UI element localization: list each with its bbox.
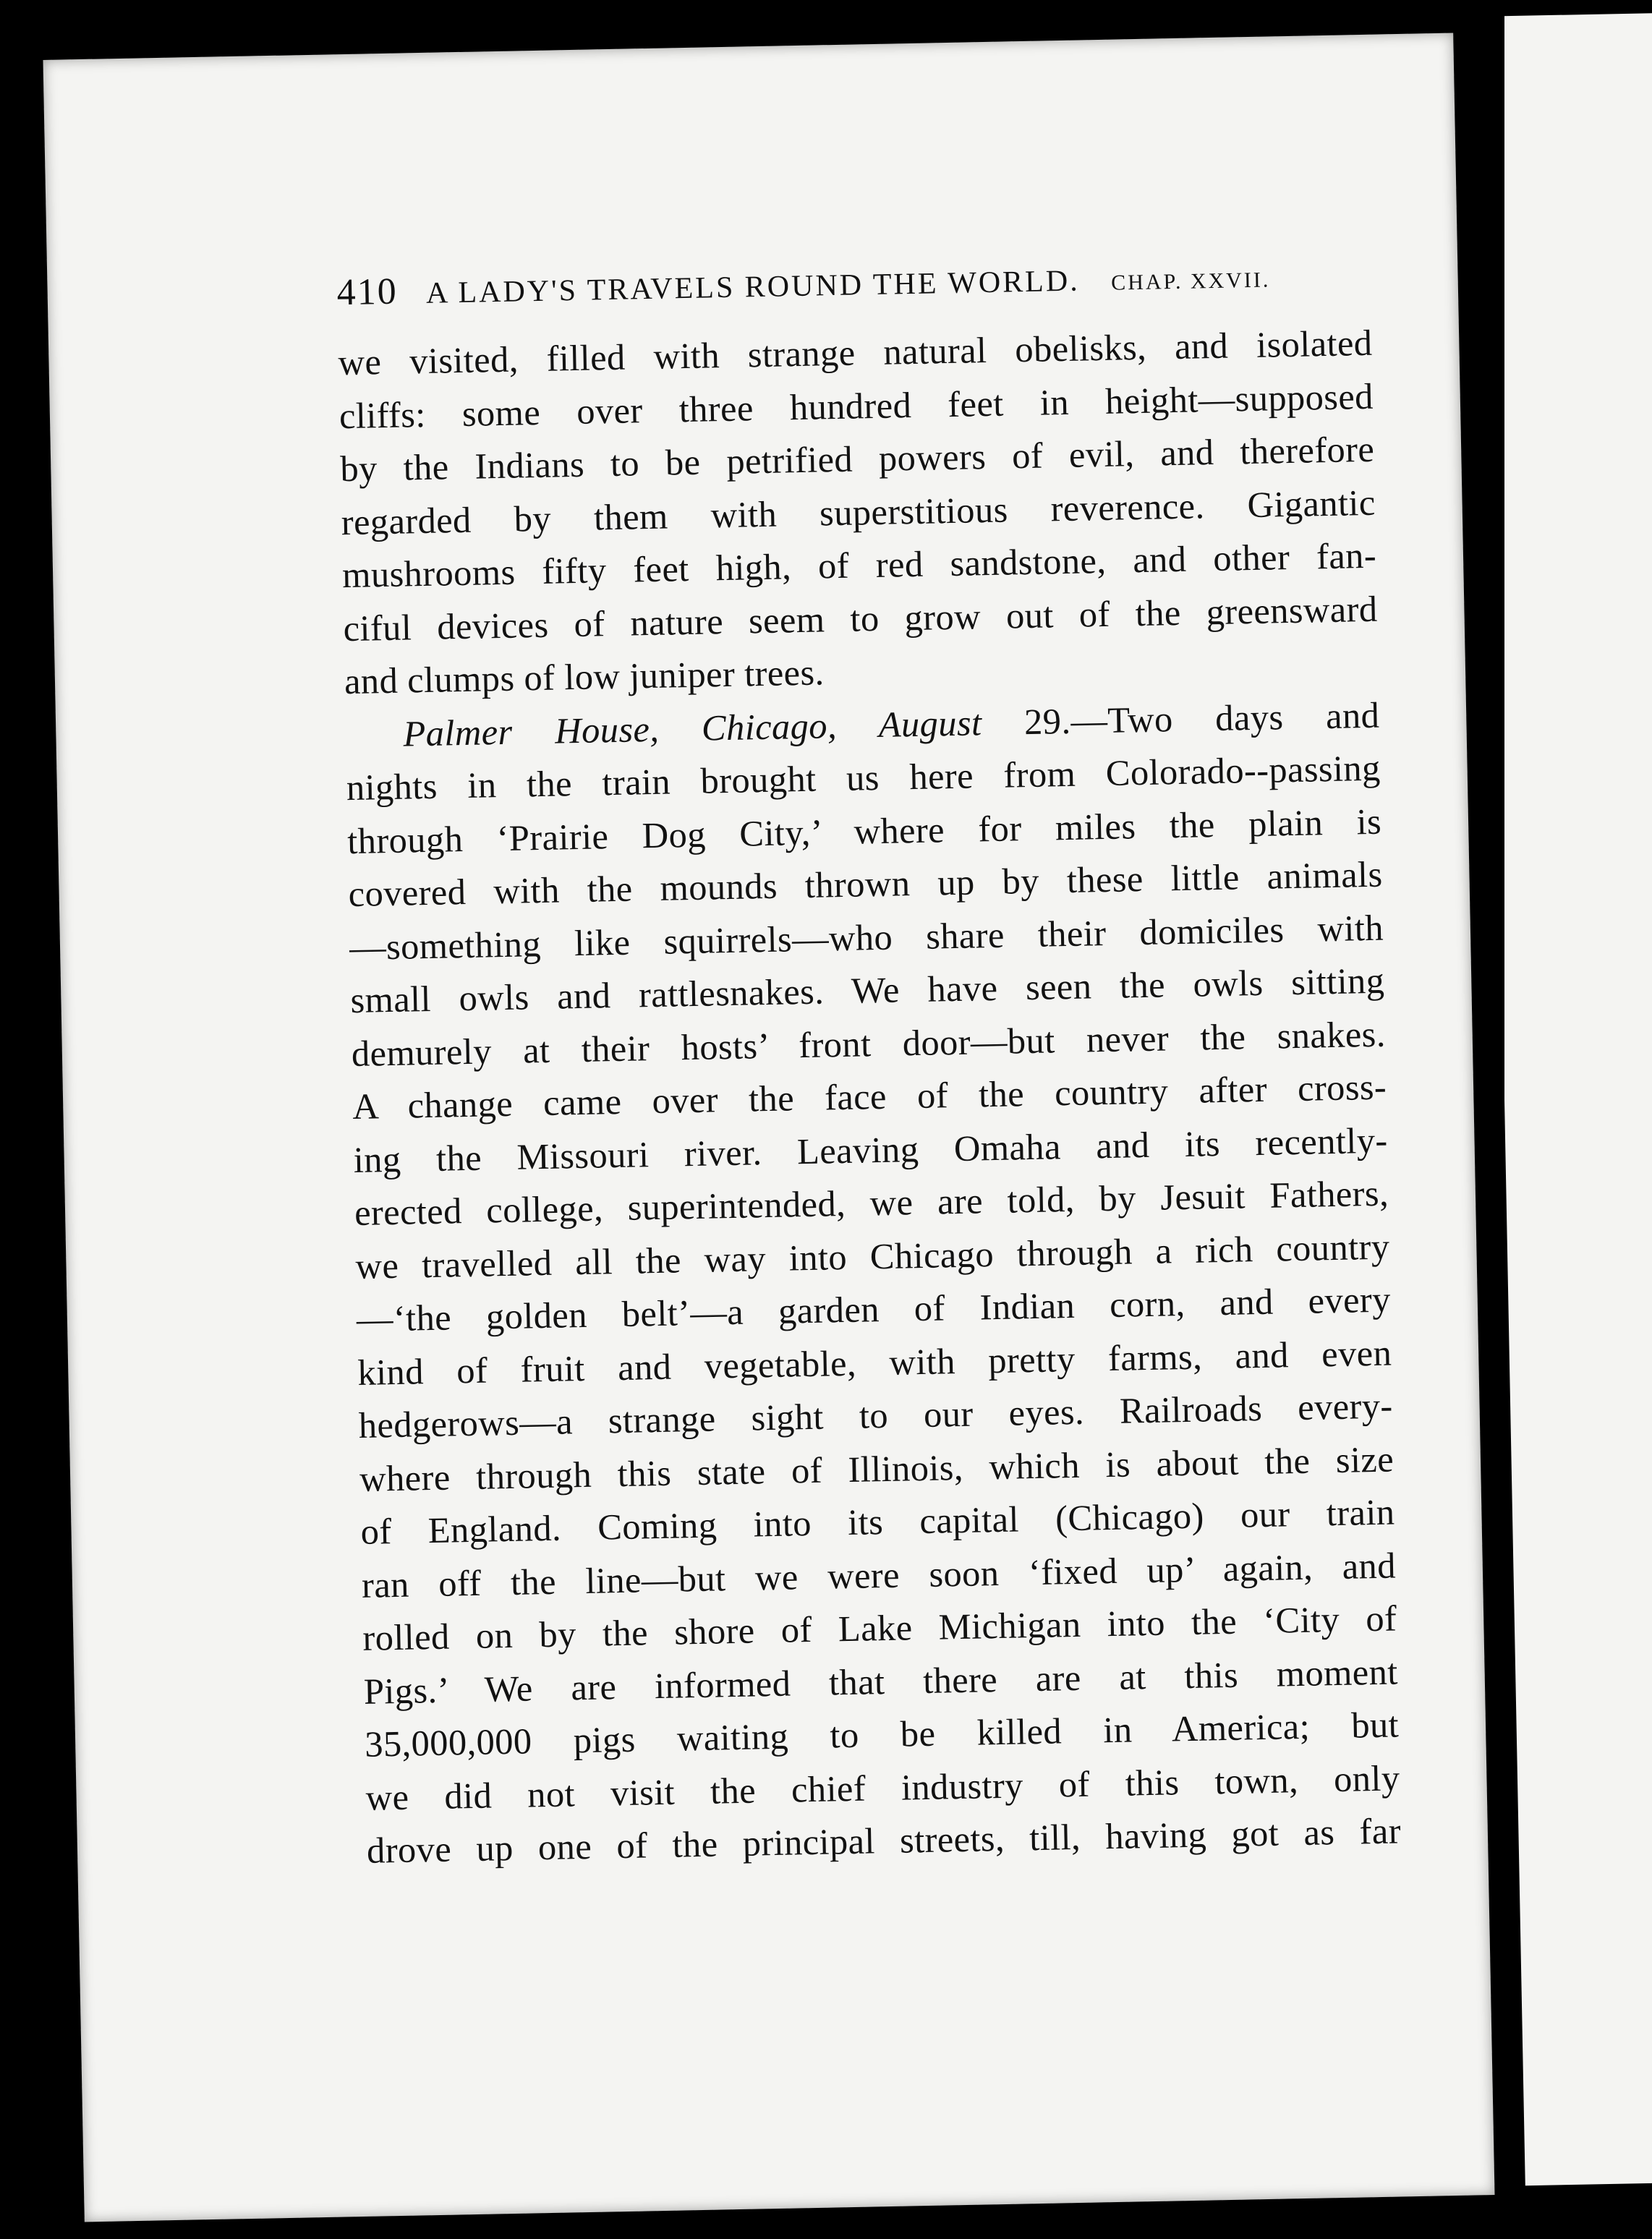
text-line: regarded by them with superstitious reverence. Gigantic bbox=[341, 482, 1376, 542]
text-line: we visited, filled with strange natural obelisks, and isolated bbox=[338, 322, 1373, 383]
text-line: kind of fruit and vegetable, with pretty farms, and even bbox=[357, 1332, 1392, 1393]
book-page bbox=[43, 33, 1494, 2222]
running-header bbox=[336, 251, 1386, 314]
text-line: —something like squirrels—who share their domiciles with bbox=[349, 907, 1384, 968]
text-line: where through this state of Illinois, which is about the size bbox=[359, 1438, 1395, 1499]
text-line: A change came over the face of the country after cross- bbox=[352, 1066, 1387, 1127]
text-line: and clumps of low juniper trees. bbox=[344, 652, 825, 702]
text-line: mushrooms fifty feet high, of red sandstone, and other fan- bbox=[341, 534, 1377, 596]
text-line: rolled on by the shore of Lake Michigan into the ‘City of bbox=[362, 1598, 1397, 1658]
text-line: hedgerows—a strange sight to our eyes. Railroads every- bbox=[358, 1385, 1394, 1446]
body-text bbox=[338, 317, 1402, 1878]
page-number: 410 bbox=[336, 270, 399, 314]
text-line: Pigs.’ We are informed that there are at this moment bbox=[363, 1650, 1399, 1712]
text-line: of England. Coming into its capital (Chicago) our train bbox=[360, 1491, 1395, 1552]
text-line: ciful devices of nature seem to grow out of the greensward bbox=[343, 588, 1378, 649]
facing-page-edge bbox=[1483, 13, 1652, 2185]
text-line: by the Indians to be petrified powers of evil, and therefore bbox=[339, 428, 1375, 490]
text-line: 35,000,000 pigs waiting to be killed in America; but bbox=[364, 1704, 1400, 1765]
text-line: demurely at their hosts’ front door—but never the snakes. bbox=[351, 1013, 1387, 1074]
text-line: erected college, superintended, we are told, by Jesuit Fathers, bbox=[354, 1172, 1389, 1234]
running-title: A LADY'S TRAVELS ROUND THE WORLD. bbox=[425, 264, 1081, 310]
text-line: through ‘Prairie Dog City,’ where for miles the plain is bbox=[346, 801, 1382, 861]
chapter-label: CHAP. XXVII. bbox=[1110, 268, 1271, 295]
text-line: ran off the line—but we were soon ‘fixed up’ again, and bbox=[361, 1544, 1397, 1605]
text-line: we travelled all the way into Chicago through a rich country bbox=[355, 1226, 1390, 1287]
text-line: covered with the mounds thrown up by these little animals bbox=[348, 853, 1383, 915]
text-line: small owls and rattlesnakes. We have seen the owls sitting bbox=[349, 960, 1385, 1021]
text-line: nights in the train brought us here from Colorado--passing bbox=[346, 747, 1381, 809]
date-number: 29. bbox=[1023, 700, 1071, 742]
text-line: ing the Missouri river. Leaving Omaha and its recently- bbox=[353, 1120, 1389, 1180]
text-fragment: —Two days and bbox=[1070, 694, 1380, 741]
text-line: drove up one of the principal streets, till, having got as far bbox=[366, 1810, 1402, 1871]
text-line: we did not visit the chief industry of this town, only bbox=[365, 1757, 1400, 1818]
text-line: cliffs: some over three hundred feet in height—supposed bbox=[339, 375, 1374, 436]
dateline: Palmer House, Chicago, August bbox=[402, 701, 982, 754]
text-line: —‘the golden belt’—a garden of Indian corn, and every bbox=[356, 1279, 1392, 1339]
